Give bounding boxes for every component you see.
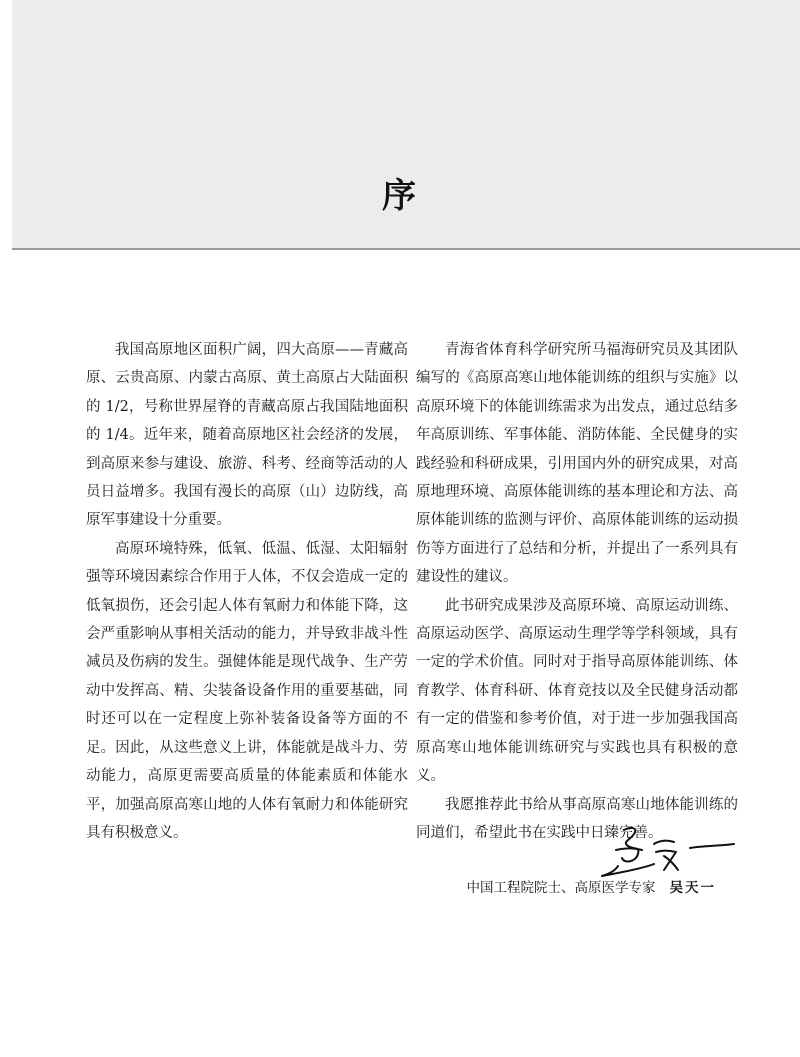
paragraph: 高原环境特殊，低氧、低温、低湿、太阳辐射强等环境因素综合作用于人体，不仅会造成一定的低氧损伤，还会引起人体有氧耐力和体能下降，这会严重影响从事相关活动的能力，并导致非战斗性减员及伤病的发生。强健体能是现代战争、生产劳动中发挥高、精、尖装备设备作用的重要基础，同时还可以在一定程度上弥补装备设备等方面的不足。因此，从这些意义上讲，体能就是战斗力、劳动能力，高原更需要高质量的体能素质和体能水平，加强高原高寒山地的人体有氧耐力和体能研究具有积极意义。: [86, 540, 408, 841]
signer-line: [467, 876, 717, 896]
paragraph: 我愿推荐此书给从事高原高寒山地体能训练的同道们，希望此书在实践中日臻完善。: [416, 796, 738, 841]
signer-affiliation: 中国工程院院士、高原医学专家: [466, 880, 656, 896]
paragraph: 此书研究成果涉及高原环境、高原运动训练、高原运动医学、高原运动生理学等学科领域，具有一定的学术价值。同时对于指导高原体能训练、体育教学、体育科研、体育竞技以及全民健身活动都有一定的借鉴和参考价值，对于进一步加强我国高原高寒山地体能训练研究与实践也具有积极的意义。: [416, 597, 738, 785]
right-column: [416, 336, 738, 847]
paragraph: 青海省体育科学研究所马福海研究员及其团队编写的《高原高寒山地体能训练的组织与实施》以高原环境下的体能训练需求为出发点，通过总结多年高原训练、军事体能、消防体能、全民健身的实践经验和科研成果，引用国内外的研究成果，对高原地理环境、高原体能训练的基本理论和方法、高原体能训练的监测与评价、高原体能训练的运动损伤等方面进行了总结和分析，并提出了一系列具有建设性的建议。: [416, 342, 738, 586]
left-column: [86, 336, 408, 847]
page-title: 序: [382, 176, 418, 216]
paragraph: 我国高原地区面积广阔，四大高原——青藏高原、云贵高原、内蒙古高原、黄土高原占大陆面积的 1/2，号称世界屋脊的青藏高原占我国陆地面积的 1/4。近年来，随着高原地区社会经济的发展，到高原来参与建设、旅游、科考、经商等活动的人员日益增多。我国有漫长的高原（山）边防线，高原军事建设十分重要。: [86, 342, 408, 529]
signer-name: 吴天一: [669, 880, 716, 896]
